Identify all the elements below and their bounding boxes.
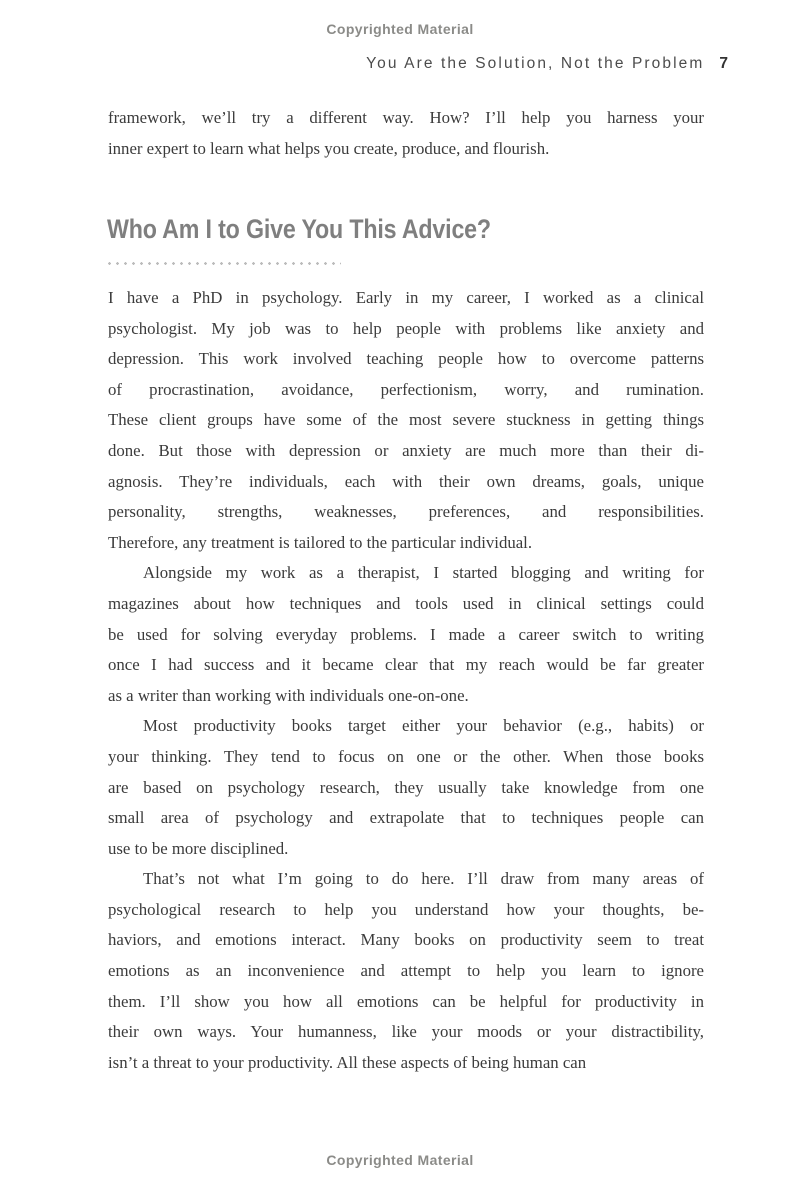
text-line: I have a PhD in psychology. Early in my career, I worked as a clinical [108,288,704,307]
text-line: Alongside my work as a therapist, I started blogging and writing for [143,563,704,583]
page-number: 7 [719,55,728,72]
text-line: Therefore, any treatment is tailored to the particular individual. [108,532,533,552]
section-heading: Who Am I to Give You This Advice? [107,214,491,244]
text-line: haviors, and emotions interact. Many books on productivity seem to treat [108,930,704,950]
text-line: small area of psychology and extrapolate that to techniques people can [108,808,704,828]
text-line: Most productivity books target either your behavior (e.g., habits) or [143,716,704,736]
text-line: isn’t a threat to your productivity. All these aspects of being human can [108,1052,587,1072]
text-line: them. I’ll show you how all emotions can be helpful for productivity in [108,991,704,1011]
copyright-notice-bottom: Copyrighted Material [326,1152,474,1168]
text-line: their own ways. Your humanness, like your moods or your distractibility, [108,1022,704,1042]
text-line: agnosis. They’re individuals, each with their own dreams, goals, unique [108,471,704,491]
text-line: be used for solving everyday problems. I made a career switch to writing [108,624,704,644]
text-line: your thinking. They tend to focus on one or the other. When those books [108,746,704,766]
text-line: framework, we’ll try a different way. How? I’ll help you harness your [108,108,704,127]
dotted-rule [108,262,341,266]
text-line: inner expert to learn what helps you create, produce, and flourish. [108,138,550,158]
text-line: magazines about how techniques and tools used in clinical settings could [108,593,704,613]
text-line: These client groups have some of the most severe stuckness in getting things [108,410,704,430]
text-line: of procrastination, avoidance, perfectionism, worry, and rumination. [108,379,704,399]
copyright-notice-top: Copyrighted Material [326,21,474,37]
running-head-title: You Are the Solution, Not the Problem [366,55,705,72]
text-line: use to be more disciplined. [108,838,289,858]
text-line: as a writer than working with individuals one-on-one. [108,685,469,705]
text-line: personality, strengths, weaknesses, preferences, and responsibilities. [108,502,704,522]
text-line: once I had success and it became clear that my reach would be far greater [108,655,704,675]
body-text [108,283,704,1078]
text-line: depression. This work involved teaching people how to overcome patterns [108,349,704,369]
text-line: psychological research to help you understand how your thoughts, be- [108,899,704,919]
text-line: are based on psychology research, they usually take knowledge from one [108,777,704,797]
text-line: That’s not what I’m going to do here. I’ll draw from many areas of [143,869,704,889]
text-line: emotions as an inconvenience and attempt to help you learn to ignore [108,961,704,981]
text-line: psychologist. My job was to help people with problems like anxiety and [108,318,704,338]
text-line: done. But those with depression or anxiety are much more than their di- [108,440,704,460]
running-head [366,55,728,73]
intro-paragraph [108,103,704,164]
